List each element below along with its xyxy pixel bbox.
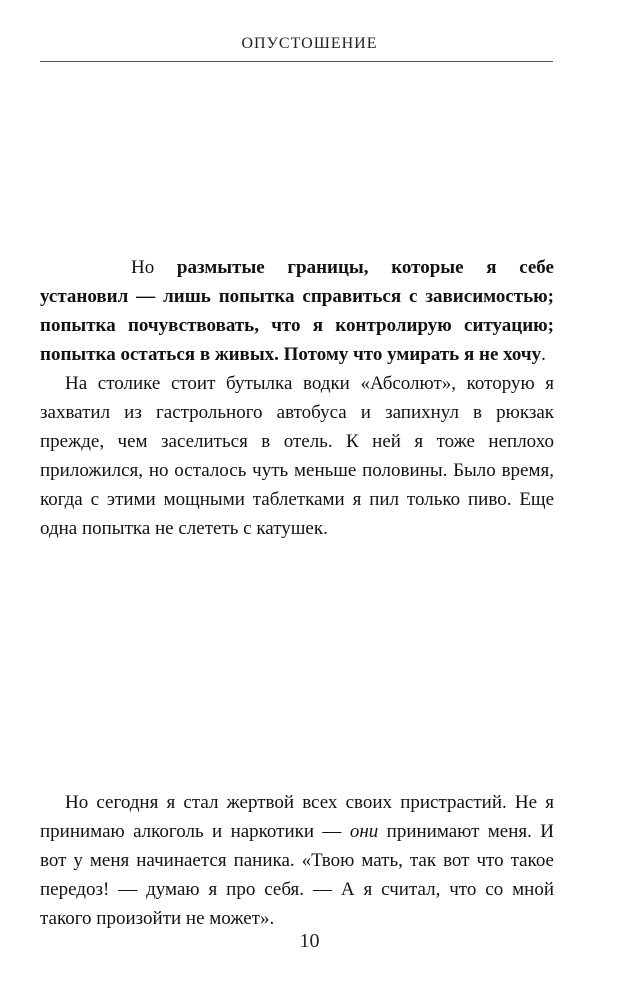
paragraph-3 — [40, 788, 554, 933]
running-head: ОПУСТОШЕНИЕ — [241, 35, 378, 52]
paragraph-3-end: принимают меня. И вот у меня начинается паника. «Твою мать, так вот что такое передоз! — думаю я про себя. — А я считал, что со мной такого произойти не может». — [40, 821, 554, 929]
paragraph-1-bold-text: размытые границы, которые я себе установил — лишь попытка справиться с зависимостью; попытка почувствовать, что я контролирую ситуацию; попытка остаться в живых. Потому что умирать я не хочу — [40, 257, 554, 365]
paragraph-2: На столике стоит бутылка водки «Абсолют», которую я захватил из гастрольного автобуса и запихнул в рюкзак прежде, чем заселиться в отель. К ней я тоже неплохо приложился, но осталось чуть меньше половины. Было время, когда с этими мощными таблетками я пил только пиво. Еще одна попытка не слететь с катушек. — [40, 373, 554, 539]
paragraph-3-start: Но сегодня я стал жертвой всех своих пристрастий. Не я принимаю алкоголь и наркотики — — [40, 792, 554, 842]
page-number: 10 — [299, 930, 320, 952]
paragraph-1-end: . — [541, 344, 546, 365]
paragraph-1 — [40, 253, 554, 369]
header-rule — [40, 61, 553, 62]
text-section-2 — [40, 788, 554, 933]
text-section-1 — [40, 253, 554, 543]
paragraph-3-italic-text: они — [349, 821, 379, 842]
paragraph-1-lead: Но — [131, 257, 177, 278]
